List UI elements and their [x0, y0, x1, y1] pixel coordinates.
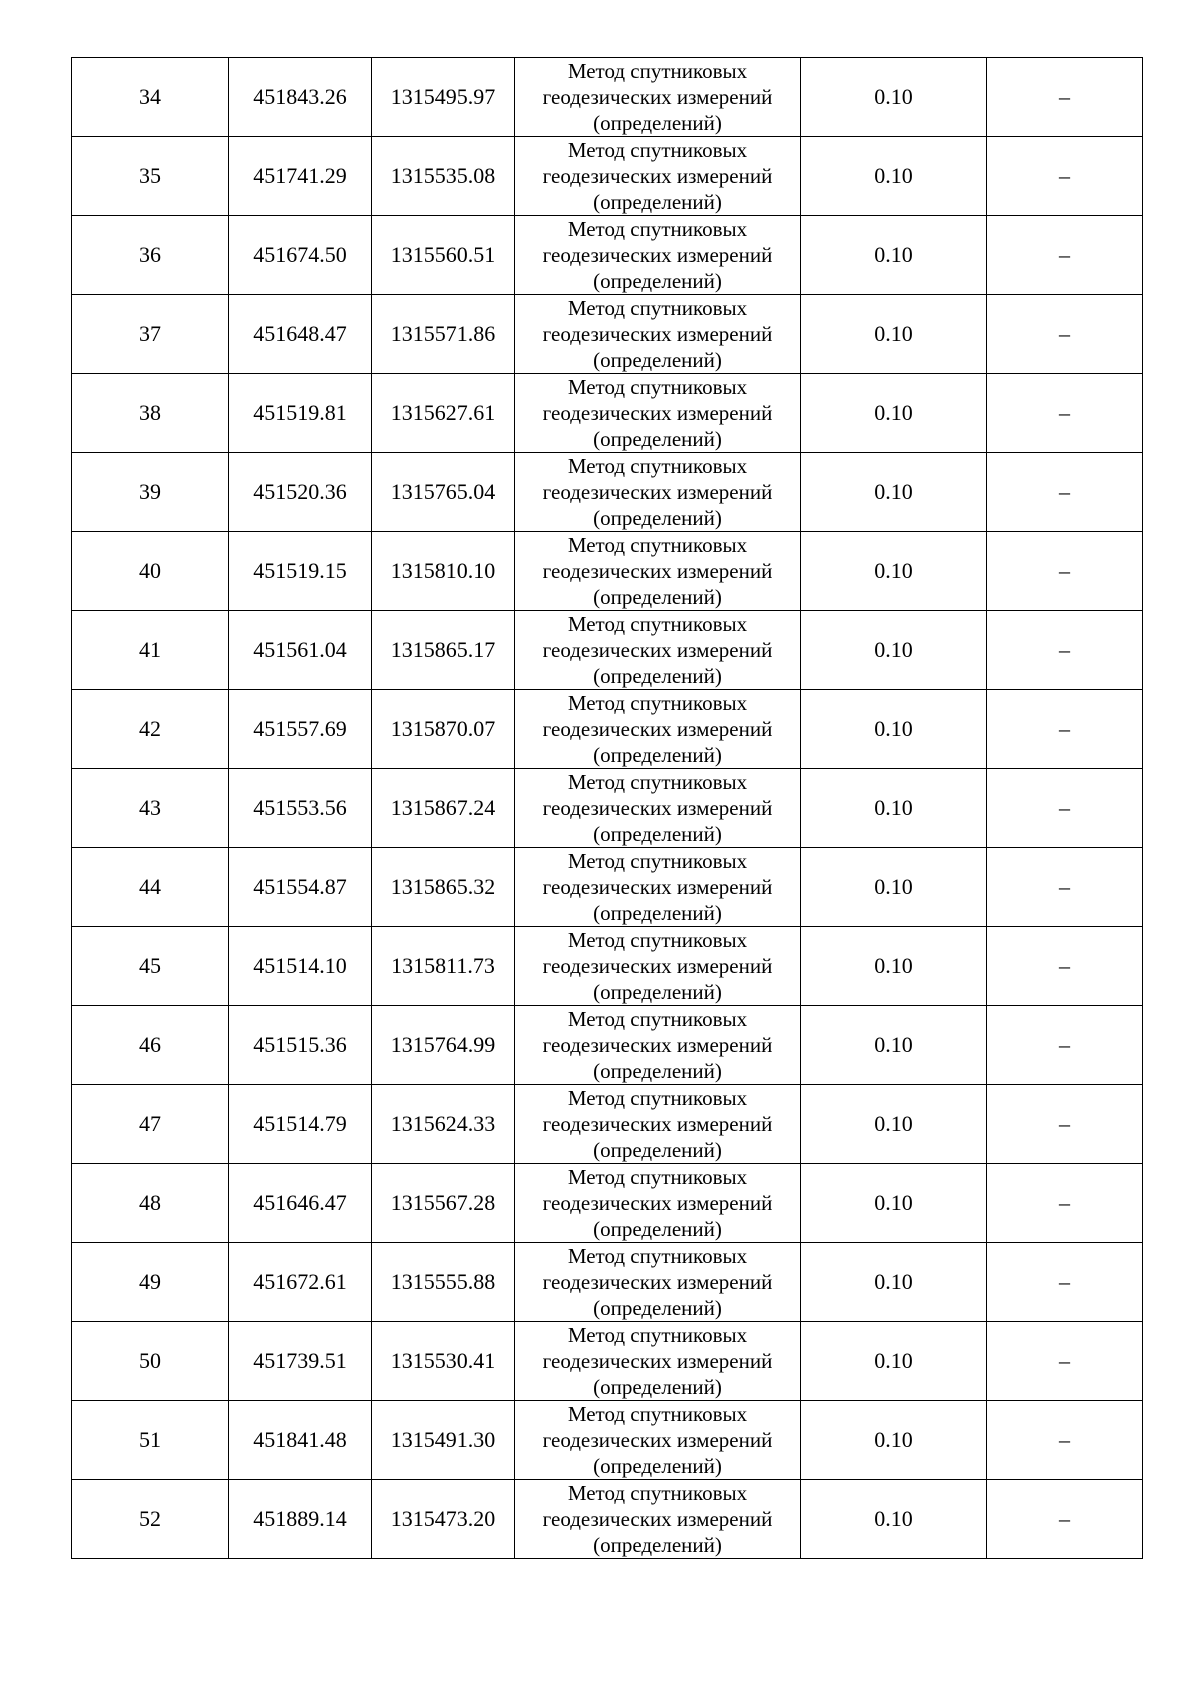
x-coordinate-cell: 451843.26: [229, 58, 372, 137]
table-row: [72, 927, 1143, 1006]
table-row: [72, 1164, 1143, 1243]
x-coordinate-cell: 451514.79: [229, 1085, 372, 1164]
precision-cell: 0.10: [801, 1243, 987, 1322]
y-coordinate-cell: 1315560.51: [372, 216, 515, 295]
precision-cell: 0.10: [801, 1480, 987, 1559]
precision-cell: 0.10: [801, 848, 987, 927]
point-number-cell: 48: [72, 1164, 229, 1243]
precision-cell: 0.10: [801, 611, 987, 690]
precision-cell: 0.10: [801, 295, 987, 374]
note-cell: –: [987, 453, 1143, 532]
note-cell: –: [987, 295, 1143, 374]
point-number-cell: 38: [72, 374, 229, 453]
note-cell: –: [987, 532, 1143, 611]
y-coordinate-cell: 1315495.97: [372, 58, 515, 137]
note-cell: –: [987, 216, 1143, 295]
y-coordinate-cell: 1315530.41: [372, 1322, 515, 1401]
x-coordinate-cell: 451672.61: [229, 1243, 372, 1322]
y-coordinate-cell: 1315810.10: [372, 532, 515, 611]
point-number-cell: 41: [72, 611, 229, 690]
note-cell: –: [987, 137, 1143, 216]
point-number-cell: 37: [72, 295, 229, 374]
x-coordinate-cell: 451557.69: [229, 690, 372, 769]
point-number-cell: 50: [72, 1322, 229, 1401]
precision-cell: 0.10: [801, 927, 987, 1006]
point-number-cell: 43: [72, 769, 229, 848]
method-cell: Метод спутниковых геодезических измерений (определений): [515, 532, 801, 611]
precision-cell: 0.10: [801, 1164, 987, 1243]
y-coordinate-cell: 1315865.32: [372, 848, 515, 927]
note-cell: –: [987, 1480, 1143, 1559]
method-cell: Метод спутниковых геодезических измерений (определений): [515, 1322, 801, 1401]
y-coordinate-cell: 1315765.04: [372, 453, 515, 532]
note-cell: –: [987, 1322, 1143, 1401]
x-coordinate-cell: 451741.29: [229, 137, 372, 216]
precision-cell: 0.10: [801, 1401, 987, 1480]
point-number-cell: 44: [72, 848, 229, 927]
point-number-cell: 36: [72, 216, 229, 295]
precision-cell: 0.10: [801, 690, 987, 769]
point-number-cell: 47: [72, 1085, 229, 1164]
x-coordinate-cell: 451519.15: [229, 532, 372, 611]
precision-cell: 0.10: [801, 1085, 987, 1164]
point-number-cell: 46: [72, 1006, 229, 1085]
table-row: [72, 769, 1143, 848]
method-cell: Метод спутниковых геодезических измерений (определений): [515, 690, 801, 769]
y-coordinate-cell: 1315567.28: [372, 1164, 515, 1243]
method-cell: Метод спутниковых геодезических измерений (определений): [515, 374, 801, 453]
point-number-cell: 34: [72, 58, 229, 137]
x-coordinate-cell: 451646.47: [229, 1164, 372, 1243]
x-coordinate-cell: 451841.48: [229, 1401, 372, 1480]
precision-cell: 0.10: [801, 137, 987, 216]
y-coordinate-cell: 1315867.24: [372, 769, 515, 848]
point-number-cell: 40: [72, 532, 229, 611]
y-coordinate-cell: 1315811.73: [372, 927, 515, 1006]
note-cell: –: [987, 58, 1143, 137]
table-row: [72, 453, 1143, 532]
table-row: [72, 216, 1143, 295]
precision-cell: 0.10: [801, 1322, 987, 1401]
precision-cell: 0.10: [801, 453, 987, 532]
y-coordinate-cell: 1315624.33: [372, 1085, 515, 1164]
table-row: [72, 295, 1143, 374]
precision-cell: 0.10: [801, 532, 987, 611]
precision-cell: 0.10: [801, 1006, 987, 1085]
point-number-cell: 42: [72, 690, 229, 769]
note-cell: –: [987, 1085, 1143, 1164]
point-number-cell: 52: [72, 1480, 229, 1559]
method-cell: Метод спутниковых геодезических измерений (определений): [515, 58, 801, 137]
table-row: [72, 1006, 1143, 1085]
note-cell: –: [987, 1164, 1143, 1243]
point-number-cell: 45: [72, 927, 229, 1006]
y-coordinate-cell: 1315870.07: [372, 690, 515, 769]
table-row: [72, 532, 1143, 611]
method-cell: Метод спутниковых геодезических измерений (определений): [515, 137, 801, 216]
y-coordinate-cell: 1315473.20: [372, 1480, 515, 1559]
precision-cell: 0.10: [801, 216, 987, 295]
x-coordinate-cell: 451514.10: [229, 927, 372, 1006]
method-cell: Метод спутниковых геодезических измерений (определений): [515, 848, 801, 927]
method-cell: Метод спутниковых геодезических измерений (определений): [515, 769, 801, 848]
y-coordinate-cell: 1315865.17: [372, 611, 515, 690]
note-cell: –: [987, 611, 1143, 690]
method-cell: Метод спутниковых геодезических измерений (определений): [515, 927, 801, 1006]
note-cell: –: [987, 769, 1143, 848]
note-cell: –: [987, 690, 1143, 769]
method-cell: Метод спутниковых геодезических измерений (определений): [515, 453, 801, 532]
note-cell: –: [987, 848, 1143, 927]
y-coordinate-cell: 1315571.86: [372, 295, 515, 374]
coordinates-table: [71, 57, 1143, 1559]
method-cell: Метод спутниковых геодезических измерений (определений): [515, 1401, 801, 1480]
table-row: [72, 1401, 1143, 1480]
y-coordinate-cell: 1315764.99: [372, 1006, 515, 1085]
y-coordinate-cell: 1315535.08: [372, 137, 515, 216]
y-coordinate-cell: 1315555.88: [372, 1243, 515, 1322]
precision-cell: 0.10: [801, 58, 987, 137]
x-coordinate-cell: 451648.47: [229, 295, 372, 374]
table-row: [72, 848, 1143, 927]
coordinates-table-body: [72, 58, 1143, 1559]
x-coordinate-cell: 451515.36: [229, 1006, 372, 1085]
y-coordinate-cell: 1315491.30: [372, 1401, 515, 1480]
x-coordinate-cell: 451519.81: [229, 374, 372, 453]
note-cell: –: [987, 1243, 1143, 1322]
table-row: [72, 1322, 1143, 1401]
note-cell: –: [987, 927, 1143, 1006]
x-coordinate-cell: 451739.51: [229, 1322, 372, 1401]
method-cell: Метод спутниковых геодезических измерений (определений): [515, 1006, 801, 1085]
point-number-cell: 35: [72, 137, 229, 216]
table-row: [72, 374, 1143, 453]
point-number-cell: 39: [72, 453, 229, 532]
method-cell: Метод спутниковых геодезических измерений (определений): [515, 1480, 801, 1559]
table-row: [72, 1243, 1143, 1322]
table-row: [72, 137, 1143, 216]
precision-cell: 0.10: [801, 769, 987, 848]
note-cell: –: [987, 374, 1143, 453]
x-coordinate-cell: 451554.87: [229, 848, 372, 927]
method-cell: Метод спутниковых геодезических измерений (определений): [515, 1085, 801, 1164]
x-coordinate-cell: 451553.56: [229, 769, 372, 848]
table-row: [72, 1085, 1143, 1164]
x-coordinate-cell: 451674.50: [229, 216, 372, 295]
y-coordinate-cell: 1315627.61: [372, 374, 515, 453]
precision-cell: 0.10: [801, 374, 987, 453]
point-number-cell: 51: [72, 1401, 229, 1480]
table-row: [72, 611, 1143, 690]
method-cell: Метод спутниковых геодезических измерений (определений): [515, 1243, 801, 1322]
table-row: [72, 1480, 1143, 1559]
table-row: [72, 58, 1143, 137]
method-cell: Метод спутниковых геодезических измерений (определений): [515, 295, 801, 374]
table-row: [72, 690, 1143, 769]
x-coordinate-cell: 451520.36: [229, 453, 372, 532]
note-cell: –: [987, 1401, 1143, 1480]
method-cell: Метод спутниковых геодезических измерений (определений): [515, 1164, 801, 1243]
method-cell: Метод спутниковых геодезических измерений (определений): [515, 611, 801, 690]
method-cell: Метод спутниковых геодезических измерений (определений): [515, 216, 801, 295]
x-coordinate-cell: 451561.04: [229, 611, 372, 690]
note-cell: –: [987, 1006, 1143, 1085]
point-number-cell: 49: [72, 1243, 229, 1322]
x-coordinate-cell: 451889.14: [229, 1480, 372, 1559]
